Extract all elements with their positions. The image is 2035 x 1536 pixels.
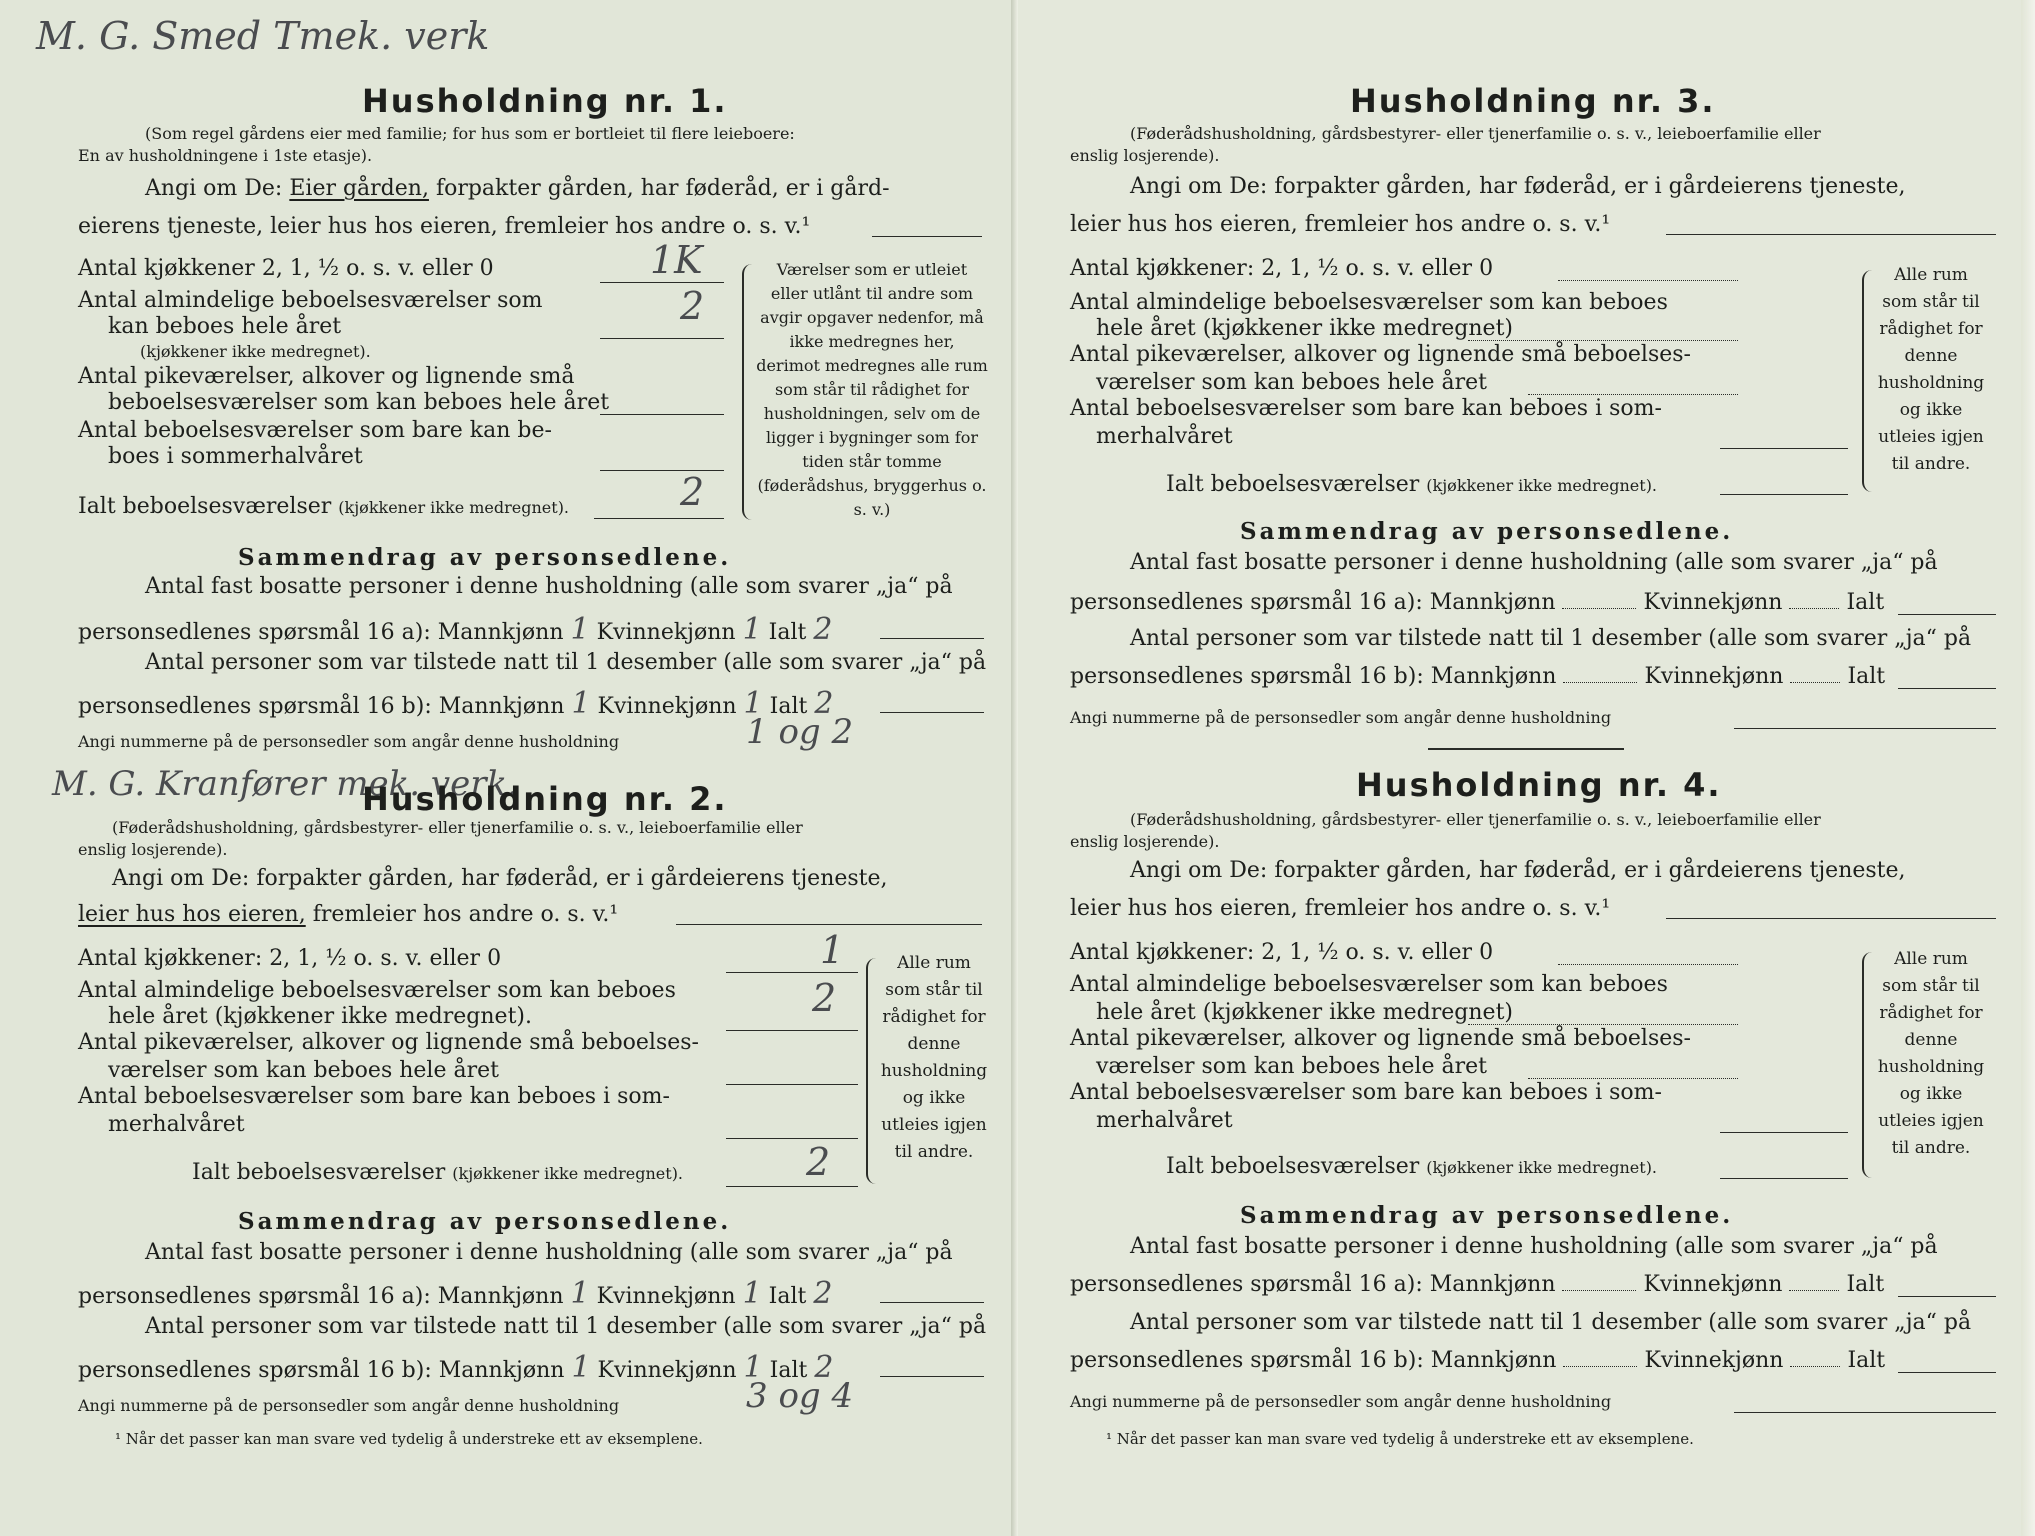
h3-q16b-line-2: personsedlenes spørsmål 16 b): Mannkjønn Kvinnekjønn Ialt xyxy=(1070,664,1886,689)
h3-side-note: Alle rum som står til rådighet for denne husholdning og ikke utleies igjen til andre. xyxy=(1877,265,1985,474)
household-4-angi-line-1: Angi om De: forpakter gården, har føderåd, er i gårdeierens tjeneste, xyxy=(1130,858,1906,883)
household-3-intro-1: (Føderådshusholdning, gårdsbestyrer- eller tjenerfamilie o. s. v., leieboerfamilie eller xyxy=(1130,124,1821,143)
h3-total-label: Ialt beboelsesværelser (kjøkkener ikke medregnet). xyxy=(1166,472,1658,497)
household-1-angi-line-1: Angi om De: Eier gården, forpakter gården, har føderåd, er i gård- xyxy=(145,176,890,201)
h1-side-note: Værelser som er utleiet eller utlånt til andre som avgir opgaver nedenfor, må ikke medregnes her, derimot medregnes alle rum som står til rådighet for husholdningen, selv om de ligger i bygninger som for tiden står tomme (føderådshus, bryggerhus o. s. v.) xyxy=(756,260,988,519)
right-footnote: ¹ Når det passer kan man svare ved tydelig å understreke ett av eksemplene. xyxy=(1106,1430,1694,1448)
h1-total-label: Ialt beboelsesværelser (kjøkkener ikke medregnet). xyxy=(78,494,570,519)
h4-row-maid-2: værelser som kan beboes hele året xyxy=(1096,1054,1487,1079)
h3-q16b-line-1: Antal personer som var tilstede natt til 1 desember (alle som svarer „ja“ på xyxy=(1130,626,1972,651)
h1-q16a-kvinne: 1 xyxy=(742,612,762,647)
tenant-underlined-option: leier hus hos eieren, xyxy=(78,902,306,927)
h3-row-maid-1: Antal pikeværelser, alkover og lignende små beboelses- xyxy=(1070,342,1691,367)
h3-row-rooms-2: hele året (kjøkkener ikke medregnet) xyxy=(1096,316,1513,341)
household-1-angi-line-2: eierens tjeneste, leier hus hos eieren, fremleier hos andre o. s. v.¹ xyxy=(78,214,811,239)
h4-row-rooms-2: hele året (kjøkkener ikke medregnet) xyxy=(1096,1000,1513,1025)
h2-q16b-ialt: 2 xyxy=(814,1350,834,1385)
h3-row-maid-2: værelser som kan beboes hele året xyxy=(1096,370,1487,395)
h3-row-rooms-1: Antal almindelige beboelsesværelser som kan beboes xyxy=(1070,290,1668,315)
h3-row-summer-2: merhalvåret xyxy=(1096,424,1233,449)
h1-q16b-ialt: 2 xyxy=(814,686,834,721)
h4-numbers-label: Angi nummerne på de personsedler som angår denne husholdning xyxy=(1070,1392,1612,1411)
h2-q16b-mann: 1 xyxy=(571,1350,591,1385)
h1-q16b-line-2: personsedlenes spørsmål 16 b): Mannkjønn 1 Kvinnekjønn 1 Ialt 2 xyxy=(78,686,834,721)
h2-total-value: 2 xyxy=(806,1140,831,1184)
h2-row-summer-2: merhalvåret xyxy=(108,1112,245,1137)
h1-row-summer-1: Antal beboelsesværelser som bare kan be- xyxy=(78,418,552,443)
h1-value-kitchens: 1K xyxy=(650,238,703,282)
h1-row-kitchens: Antal kjøkkener 2, 1, ½ o. s. v. eller 0 xyxy=(78,256,494,281)
household-4-intro-1: (Føderådshusholdning, gårdsbestyrer- eller tjenerfamilie o. s. v., leieboerfamilie eller xyxy=(1130,810,1821,829)
h4-side-note: Alle rum som står til rådighet for denne husholdning og ikke utleies igjen til andre. xyxy=(1877,949,1985,1158)
h3-numbers-label: Angi nummerne på de personsedler som angår denne husholdning xyxy=(1070,708,1612,727)
h2-row-maid-2: værelser som kan beboes hele året xyxy=(108,1058,499,1083)
h4-row-maid-1: Antal pikeværelser, alkover og lignende små beboelses- xyxy=(1070,1026,1691,1051)
h2-value-rooms: 2 xyxy=(812,976,837,1020)
h1-row-maid-1: Antal pikeværelser, alkover og lignende små xyxy=(78,364,575,389)
h2-q16a-ialt: 2 xyxy=(813,1276,833,1311)
h1-q16a-line-1: Antal fast bosatte personer i denne husholdning (alle som svarer „ja“ på xyxy=(145,574,953,599)
h4-q16a-line-1: Antal fast bosatte personer i denne husholdning (alle som svarer „ja“ på xyxy=(1130,1234,1938,1259)
h1-q16a-mann: 1 xyxy=(570,612,590,647)
household-separator xyxy=(1428,748,1624,750)
h1-numbers-label: Angi nummerne på de personsedler som angår denne husholdning xyxy=(78,732,620,751)
household-3-title: Husholdning nr. 3. xyxy=(1350,82,1716,120)
household-2-angi-line-1: Angi om De: forpakter gården, har føderåd, er i gårdeierens tjeneste, xyxy=(112,866,888,891)
h4-row-kitchens: Antal kjøkkener: 2, 1, ½ o. s. v. eller 0 xyxy=(1070,940,1494,965)
h1-row-summer-2: boes i sommerhalvåret xyxy=(108,444,363,469)
h2-q16b-line-1: Antal personer som var tilstede natt til 1 desember (alle som svarer „ja“ på xyxy=(145,1314,987,1339)
household-2-intro-2: enslig losjerende). xyxy=(78,840,228,859)
h2-summary-title: Sammendrag av personsedlene. xyxy=(238,1208,732,1235)
h2-q16a-mann: 1 xyxy=(570,1276,590,1311)
h4-row-summer-2: merhalvåret xyxy=(1096,1108,1233,1133)
h2-row-maid-1: Antal pikeværelser, alkover og lignende små beboelses- xyxy=(78,1030,699,1055)
handwritten-annotation-h2: M. G. Kranfører mek. verk. xyxy=(52,764,518,804)
h1-row-rooms-2: kan beboes hele året xyxy=(108,314,342,339)
household-1-intro-2: En av husholdningene i 1ste etasje). xyxy=(78,146,373,165)
household-1-title: Husholdning nr. 1. xyxy=(362,82,728,120)
h4-q16b-line-1: Antal personer som var tilstede natt til 1 desember (alle som svarer „ja“ på xyxy=(1130,1310,1972,1335)
h4-total-label: Ialt beboelsesværelser (kjøkkener ikke medregnet). xyxy=(1166,1154,1658,1179)
h1-total-value: 2 xyxy=(680,470,705,514)
household-1-intro-1: (Som regel gårdens eier med familie; for hus som er bortleiet til flere leieboere: xyxy=(145,124,795,143)
h4-q16a-line-2: personsedlenes spørsmål 16 a): Mannkjønn Kvinnekjønn Ialt xyxy=(1070,1272,1885,1297)
h4-row-summer-1: Antal beboelsesværelser som bare kan beboes i som- xyxy=(1070,1080,1662,1105)
h4-q16b-line-2: personsedlenes spørsmål 16 b): Mannkjønn Kvinnekjønn Ialt xyxy=(1070,1348,1886,1373)
h1-summary-title: Sammendrag av personsedlene. xyxy=(238,544,732,571)
h2-total-label: Ialt beboelsesværelser (kjøkkener ikke medregnet). xyxy=(192,1160,684,1185)
h1-numbers-value: 1 og 2 xyxy=(746,712,854,752)
owner-underlined-option: Eier gården, xyxy=(289,176,429,201)
h2-q16a-line-1: Antal fast bosatte personer i denne husholdning (alle som svarer „ja“ på xyxy=(145,1240,953,1265)
household-4-angi-line-2: leier hus hos eieren, fremleier hos andre o. s. v.¹ xyxy=(1070,896,1611,921)
right-page xyxy=(1018,0,2035,1536)
household-3-angi-line-1: Angi om De: forpakter gården, har føderåd, er i gårdeierens tjeneste, xyxy=(1130,174,1906,199)
household-3-intro-2: enslig losjerende). xyxy=(1070,146,1220,165)
h2-numbers-label: Angi nummerne på de personsedler som angår denne husholdning xyxy=(78,1396,620,1415)
h3-q16a-line-1: Antal fast bosatte personer i denne husholdning (alle som svarer „ja“ på xyxy=(1130,550,1938,575)
h1-q16a-line-2: personsedlenes spørsmål 16 a): Mannkjønn 1 Kvinnekjønn 1 Ialt 2 xyxy=(78,612,833,647)
h1-row-maid-2: beboelsesværelser som kan beboes hele året xyxy=(108,390,610,415)
household-2-intro-1: (Føderådshusholdning, gårdsbestyrer- eller tjenerfamilie o. s. v., leieboerfamilie eller xyxy=(112,818,803,837)
h3-q16a-line-2: personsedlenes spørsmål 16 a): Mannkjønn Kvinnekjønn Ialt xyxy=(1070,590,1885,615)
h4-row-rooms-1: Antal almindelige beboelsesværelser som kan beboes xyxy=(1070,972,1668,997)
h1-row-rooms-1: Antal almindelige beboelsesværelser som xyxy=(78,288,543,313)
h2-q16a-line-2: personsedlenes spørsmål 16 a): Mannkjønn 1 Kvinnekjønn 1 Ialt 2 xyxy=(78,1276,833,1311)
household-4-intro-2: enslig losjerende). xyxy=(1070,832,1220,851)
h4-summary-title: Sammendrag av personsedlene. xyxy=(1240,1202,1734,1229)
h1-q16b-line-1: Antal personer som var tilstede natt til 1 desember (alle som svarer „ja“ på xyxy=(145,650,987,675)
h1-value-rooms: 2 xyxy=(680,284,705,328)
h2-row-rooms-2: hele året (kjøkkener ikke medregnet). xyxy=(108,1004,532,1029)
h1-q16b-kvinne: 1 xyxy=(743,686,763,721)
left-footnote: ¹ Når det passer kan man svare ved tydelig å understreke ett av eksemplene. xyxy=(115,1430,703,1448)
h2-q16a-kvinne: 1 xyxy=(742,1276,762,1311)
h3-summary-title: Sammendrag av personsedlene. xyxy=(1240,518,1734,545)
h2-row-rooms-1: Antal almindelige beboelsesværelser som kan beboes xyxy=(78,978,676,1003)
handwritten-annotation-top: M. G. Smed Tmek. verk xyxy=(36,14,490,58)
left-page xyxy=(0,0,1017,1536)
h2-numbers-value: 3 og 4 xyxy=(746,1376,854,1416)
h3-row-summer-1: Antal beboelsesværelser som bare kan beboes i som- xyxy=(1070,396,1662,421)
household-2-title: Husholdning nr. 2. xyxy=(362,780,728,818)
h2-q16b-kvinne: 1 xyxy=(743,1350,763,1385)
h1-q16b-mann: 1 xyxy=(571,686,591,721)
scan-edge xyxy=(2021,0,2035,1536)
h2-value-kitchens: 1 xyxy=(820,928,845,972)
h1-q16a-ialt: 2 xyxy=(813,612,833,647)
h2-row-kitchens: Antal kjøkkener: 2, 1, ½ o. s. v. eller 0 xyxy=(78,946,502,971)
household-4-title: Husholdning nr. 4. xyxy=(1356,766,1722,804)
household-3-angi-line-2: leier hus hos eieren, fremleier hos andre o. s. v.¹ xyxy=(1070,212,1611,237)
h2-side-note: Alle rum som står til rådighet for denne husholdning og ikke utleies igjen til andre. xyxy=(880,953,988,1162)
h2-q16b-line-2: personsedlenes spørsmål 16 b): Mannkjønn 1 Kvinnekjønn 1 Ialt 2 xyxy=(78,1350,834,1385)
household-2-angi-line-2: leier hus hos eieren, fremleier hos andre o. s. v.¹ xyxy=(78,902,619,927)
h3-row-kitchens: Antal kjøkkener: 2, 1, ½ o. s. v. eller 0 xyxy=(1070,256,1494,281)
h2-row-summer-1: Antal beboelsesværelser som bare kan beboes i som- xyxy=(78,1084,670,1109)
h1-row-rooms-note: (kjøkkener ikke medregnet). xyxy=(140,342,371,361)
